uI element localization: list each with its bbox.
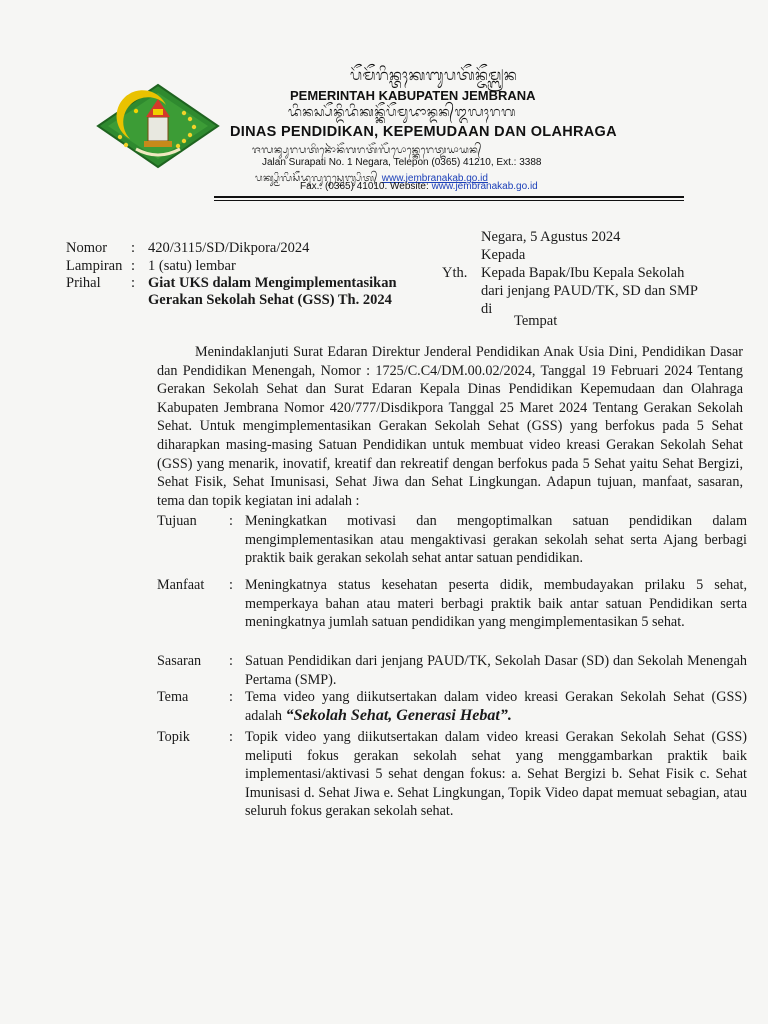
opening-paragraph-text: Menindaklanjuti Surat Edaran Direktur Jenderal Pendidikan Anak Usia Dini, Pendidikan Dasar dan Pendidikan Menengah, Nomor : 1725/C.C4/DM.00.02/2024, Tanggal 19 Februari 2024 Tentang Gerakan Sekolah Sehat dan Surat Edaran Kepala Dinas Pendidikan Kepemudaan dan Olahraga Kabupaten Jembrana Nomor 420/777/Disdikpora Tanggal 25 Maret 2024 Tentang Gerakan Sekolah Sehat. Untuk mengimplementasikan Gerakan Sekolah Sehat (GSS) yang berfokus pada 5 Sehat diharapkan masing-masing Satuan Pendidikan untuk membuat video kreasi Gerakan Sekolah Sehat (GSS) yang menarik, inovatif, kreatif dan rekreatif dengan berfokus pada 5 Sehat yaitu Sehat Bergizi, Sehat Fisik, Sehat Imunisasi, Sehat Jiwa dan Sehat Lingkungan. Adapun tujuan, manfaat, sasaran, tema dan topik kegiatan ini adalah : [157,344,743,509]
tema-colon: : [229,689,233,705]
balinese-script-government: ᬧᭂᬫᭂᬭᬶᬦ᭄ᬢᬄᬓᬩᬸᬧᬢᭂᬦ᭄ᬚᭂᬫ᭄ᬩ᭄ᬭᬦ [350,66,518,84]
list-item-topik [157,728,747,821]
addressee-yth-label: Yth. [442,265,468,281]
balinese-script-contact: ᬧᬓ᭄ᬲ᭄ᬫᬶᬮᬶᬲᭂᬤᬸᬮᬸᬭᬸᬲ᭄ᬯᬾᬩ᭄ᬲᬶᬢ᭄ [255,173,378,184]
prihal-label: Prihal [66,275,101,291]
prihal-value-line-1: Giat UKS dalam Mengimplementasikan [148,275,397,291]
topik-colon: : [229,729,233,745]
addressee-to-label: Kepada [481,247,526,263]
regency-emblem-logo [96,83,220,169]
tema-label: Tema [157,689,189,705]
tema-text-wrap [245,688,747,728]
letterhead-divider [214,196,684,198]
website-link-2[interactable]: www.jembranakab.go.id [431,181,538,192]
nomor-label: Nomor [66,240,108,256]
addressee-line-3: di [481,301,493,317]
tema-emphasis: “Sekolah Sehat, Generasi Hebat”. [285,706,512,724]
tujuan-colon: : [229,513,233,529]
lampiran-value: 1 (satu) lembar [148,258,236,274]
list-item-tujuan [157,512,747,576]
sasaran-colon: : [229,653,233,669]
agency-name: DINAS PENDIDIKAN, KEPEMUDAAN DAN OLAHRAGA [230,124,617,140]
sasaran-text: Satuan Pendidikan dari jenjang PAUD/TK, Sekolah Dasar (SD) dan Sekolah Menengah Pertama (SMP). [245,653,747,688]
prihal-value-line-2: Gerakan Sekolah Sehat (GSS) Th. 2024 [148,292,392,308]
list-item-sasaran [157,652,747,688]
sasaran-label: Sasaran [157,653,202,669]
addressee-line-2: dari jenjang PAUD/TK, SD dan SMP [481,283,698,299]
details-list [157,512,747,821]
addressee-line-4: Tempat [514,313,558,329]
office-address: Jalan Surapati No. 1 Negara, Telepon (0365) 41210, Ext.: 3388 [262,157,542,168]
manfaat-text: Meningkatnya status kesehatan peserta didik, membudayakan prilaku 5 sehat, memperkaya bahan atau materi berbagi praktik baik antar satuan Pendidikan serta meningkatnya jumlah satuan pendidikan yang mengimplementasikan 5 sehat. [245,577,747,631]
tujuan-label: Tujuan [157,513,197,529]
government-name: PEMERINTAH KABUPATEN JEMBRANA [290,88,536,103]
place-date: Negara, 5 Agustus 2024 [481,229,621,245]
balinese-script-agency: ᬤᬶᬦᬲ᭄ᬧᭂᬦ᭄ᬤᬶᬤᬶᬓᬦ᭄ᬓᭂᬧᭂᬫᬸᬤᬵᬦ᭄ᬤᬦ᭄ᬑᬮᬄᬭᬕ [288,105,516,120]
topik-text: Topik video yang diikutsertakan dalam video kreasi Gerakan Sekolah Sehat (GSS) meliputi fokus gerakan sekolah sehat yang menggambarkan praktik baik implementasi/aktivasi 5 sehat dengan fokus: a. Sehat Bergizi b. Sehat Fisik c. Sehat Imunisasi d. Sehat Jiwa e. Sehat Lingkungan, Topik Video dapat memuat sebagian, atau seluruh fokus gerakan sekolah sehat. [245,729,747,820]
manfaat-colon: : [229,577,233,593]
prihal-colon: : [131,275,136,291]
website-link-1[interactable]: www.jembranakab.go.id [381,173,488,184]
balinese-script-address: ᬚᬮᬦ᭄ᬲᬸᬭᬧᬢᬶᬦᭀᬃᬦᭂᬕᬭᬢᭂᬮᭂᬧᭀᬦ᭄ᬓᬾᬭᬾᬢ᭄ᬤᬬᬵᬬᬦ᭄ [252,145,482,156]
list-item-tema [157,688,747,728]
fax-line [300,181,538,192]
nomor-value: 420/3115/SD/Dikpora/2024 [148,240,310,256]
addressee-line-1: Kepada Bapak/Ibu Kepala Sekolah [481,265,685,281]
letterhead-divider-thin [214,200,684,201]
lampiran-colon: : [131,258,136,274]
lampiran-label: Lampiran [66,258,123,274]
opening-paragraph [157,343,743,510]
manfaat-label: Manfaat [157,577,205,593]
tema-text: Tema video yang diikutsertakan dalam video kreasi Gerakan Sekolah Sehat (GSS) adalah [245,689,747,724]
nomor-colon: : [131,240,136,256]
list-item-manfaat [157,576,747,652]
tujuan-text: Meningkatkan motivasi dan mengoptimalkan satuan pendidikan dalam mengimplementasikan atau mengaktivasi gerakan sekolah sehat serta Ajang berbagi praktik baik gerakan sekolah sehat antar satuan pendidikan. [245,513,747,567]
fax-text: Fax.: (0365) 41010. Website: [300,181,429,192]
topik-label: Topik [157,729,190,745]
